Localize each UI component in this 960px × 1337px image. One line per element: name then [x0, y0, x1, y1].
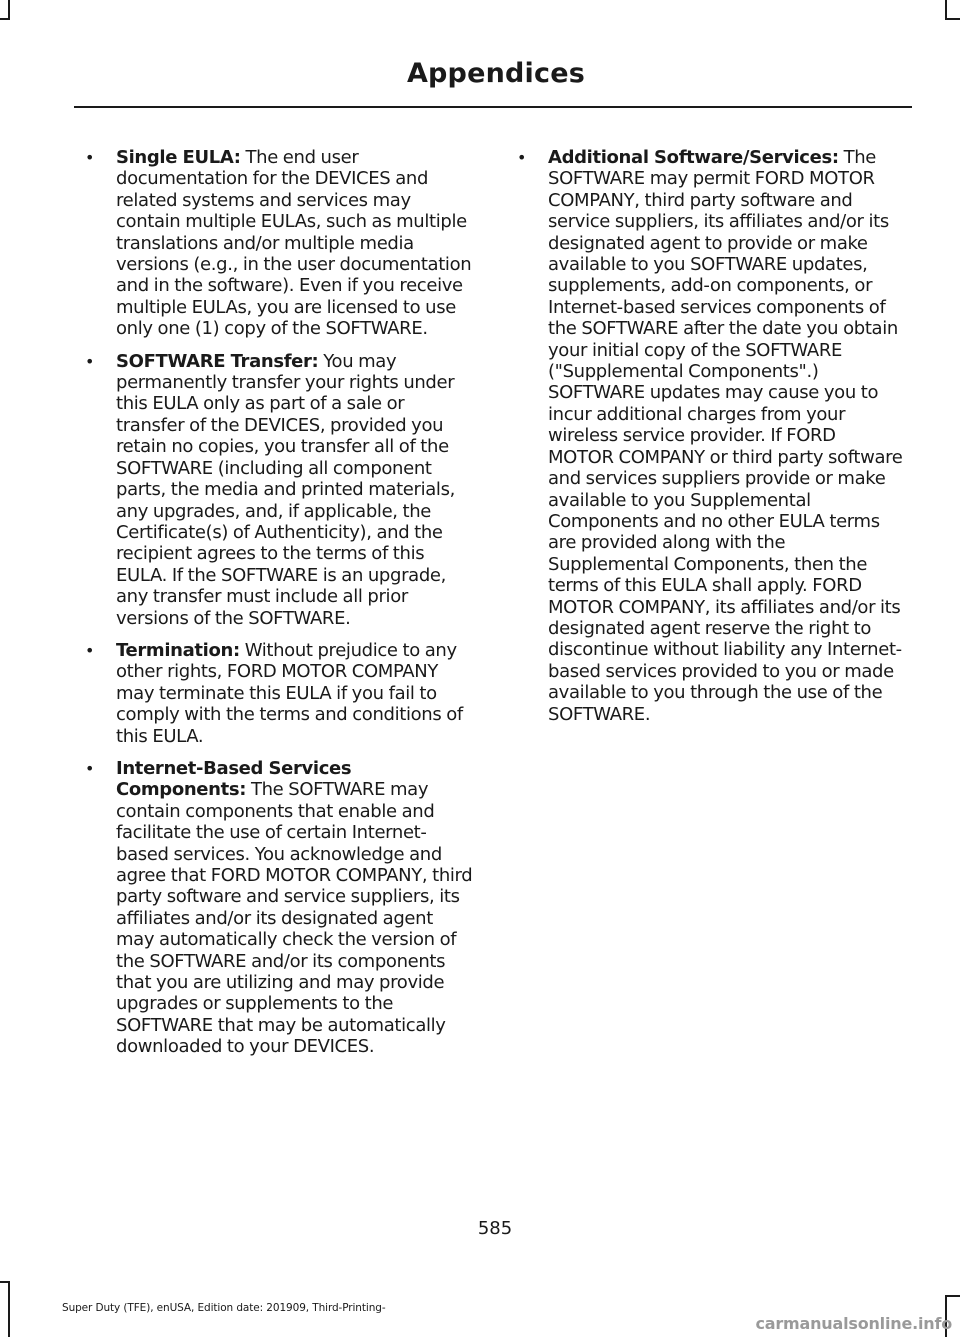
list-item [81, 147, 473, 340]
crop-mark-bottom-left [8, 1281, 10, 1337]
list-item [81, 758, 473, 1058]
header-rule [74, 106, 912, 108]
crop-mark-bottom-left [0, 1281, 10, 1283]
crop-mark-top-right [945, 0, 947, 20]
edition-footer: Super Duty (TFE), enUSA, Edition date: 201909, Third-Printing- [62, 1302, 386, 1314]
bullet-marker: • [85, 148, 95, 167]
left-column [81, 147, 473, 1069]
term-text: The SOFTWARE may contain components that enable and facilitate the use of certain Internet-based services. You acknowledge and agree that FORD MOTOR COMPANY, third party software and service suppliers, its affiliates and/or its designated agent may automatically check the version of the SOFTWARE and/or its components that you are utilizing and may provide upgrades or supplements to the SOFTWARE that may be automatically downloaded to your DEVICES. [116, 779, 473, 1058]
list-item [81, 640, 473, 747]
bullet-marker: • [517, 148, 527, 167]
list-item [81, 351, 473, 629]
bullet-marker: • [85, 758, 95, 778]
watermark-text: carmanualsonline.info [755, 1314, 952, 1333]
crop-mark-bottom-right [945, 1295, 960, 1297]
term-label: Single EULA: [116, 147, 241, 168]
crop-mark-top-left [8, 0, 10, 20]
bullet-marker: • [85, 640, 95, 660]
page-title: Appendices [406, 58, 585, 89]
term-text: The end user documentation for the DEVICES and related systems and services may contain multiple EULAs, such as multiple translations and/or multiple media versions (e.g., in the user documentation and in the software). Even if you receive multiple EULAs, you are licensed to use only one (1) copy of the SOFTWARE. [116, 147, 472, 340]
list-item [513, 147, 905, 725]
term-text: The SOFTWARE may permit FORD MOTOR COMPANY, third party software and service suppliers, its affiliates and/or its designated agent to provide or make available to you SOFTWARE updates, supplements, add-on components, or Internet-based services components of the SOFTWARE after the date you obtain your initial copy of the SOFTWARE ("Supplemental Components".) SOFTWARE updates may cause you to incur additional charges from your wireless service provider. If FORD MOTOR COMPANY or third party software and services suppliers provide or make available to you Supplemental Components and no other EULA terms are provided along with the Supplemental Components, then the terms of this EULA shall apply. FORD MOTOR COMPANY, its affiliates and/or its designated agent reserve the right to discontinue without liability any Internet-based services provided to you or made available to you through the use of the SOFTWARE. [548, 147, 903, 725]
right-bullet-list [513, 147, 905, 725]
term-label: SOFTWARE Transfer: [116, 350, 319, 372]
bullet-marker: • [85, 351, 95, 371]
term-text: You may permanently transfer your rights under this EULA only as part of a sale or transfer of the DEVICES, provided you retain no copies, you transfer all of the SOFTWARE (including all component parts, the media and printed materials, any upgrades, and, if applicable, the Certificate(s) of Authenticity), and the recipient agrees to the terms of this EULA. If the SOFTWARE is an upgrade, any transfer must include all prior versions of the SOFTWARE. [116, 350, 455, 629]
term-label: Internet-Based Services Components: [116, 757, 352, 801]
term-label: Termination: [116, 639, 240, 661]
crop-mark-top-right [945, 18, 960, 20]
left-bullet-list [81, 147, 473, 1058]
page-number: 585 [477, 1218, 513, 1239]
term-label: Additional Software/Services: [548, 147, 839, 168]
right-column [513, 147, 905, 736]
crop-mark-top-left [0, 18, 10, 20]
term-text: Without prejudice to any other rights, FORD MOTOR COMPANY may terminate this EULA if you fail to comply with the terms and conditions of this EULA. [116, 639, 463, 747]
